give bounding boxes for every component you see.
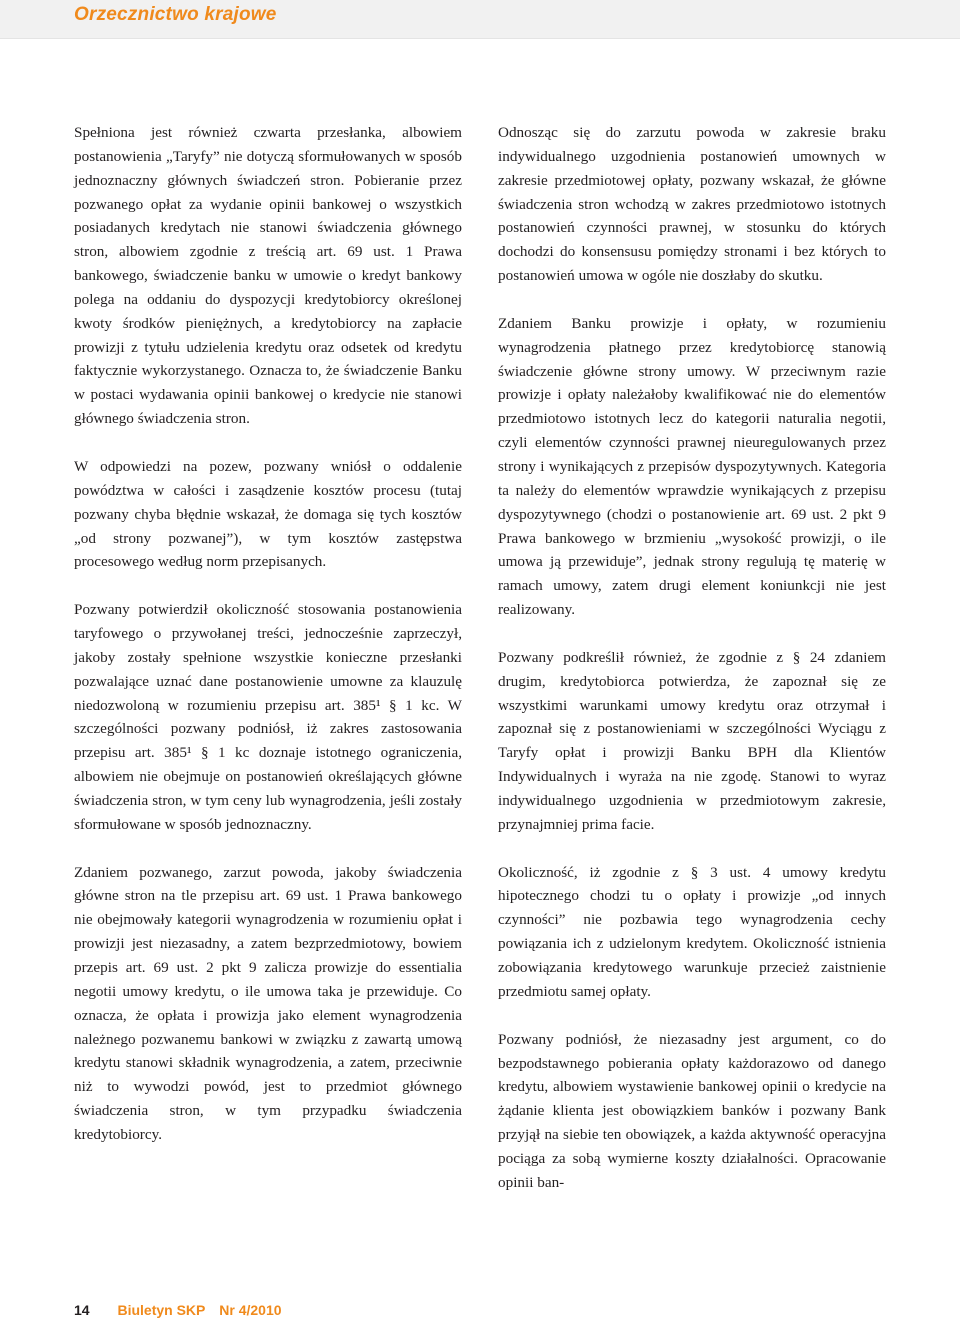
section-title: Orzecznictwo krajowe	[74, 4, 277, 25]
paragraph: Zdaniem pozwanego, zarzut powoda, jakoby świadczenia główne stron na tle przepisu art. 69 ust. 1 Prawa bankowego nie obejmowały kategorii wynagrodzenia w rozumieniu opłat i prowizji jest niezasadny, a zatem bezprzedmiotowy, bowiem przepis art. 69 ust. 2 pkt 9 zalicza prowizje do essentialia negotii umowy kredytu, o ile umowa taka je przewiduje. Co oznacza, że opłata i prowizja jako element wynagrodzenia należnego pozwanemu bankowi w związku z zawartą umową kredytu stanowi składnik wynagrodzenia, a zatem, przeciwnie niż to wywodzi powód, jest to przedmiot głównego świadczenia stron, w tym przypadku świadczenia kredytobiorcy.	[74, 863, 462, 1143]
page-footer	[74, 1302, 282, 1318]
paragraph: Pozwany podkreślił również, że zgodnie z § 24 zdaniem drugim, kredytobiorca potwierdza, że zapoznał się ze wszystkimi warunkami umowy kredytu oraz otrzymał i zapoznał się z postanowieniami w szczególności Wyciągu z Taryfy opłat i prowizji Banku BPH dla Klientów Indywidualnych i wyraża na nie zgodę. Stanowi to wyraz indywidualnego uzgodnienia w przedmiotowym zakresie, przynajmniej prima facie.	[498, 648, 886, 833]
paragraph: Okoliczność, iż zgodnie z § 3 ust. 4 umowy kredytu hipotecznego chodzi tu o opłaty i prowizje „od innych czynności” nie pozbawia tego wynagrodzenia cechy powiązania ich z udzielonym kredytem. Okoliczność istnienia zobowiązania kredytowego warunkuje przecież zaistnienie przedmiotu samej opłaty.	[498, 863, 886, 1000]
paragraph: Pozwany podniósł, że niezasadny jest argument, co do bezpodstawnego pobierania opłaty każdorazowo od danego kredytu, albowiem wystawienie bankowej opinii o kredycie na żądanie klienta jest obowiązkiem banków i pozwany Bank przyjął na siebie ten obowiązek, a każda aktywność operacyjna pociąga za sobą wymierne koszty działalności. Opracowanie opinii ban-	[498, 1030, 886, 1191]
issue-number: Nr 4/2010	[219, 1302, 282, 1318]
journal-name: Biuletyn SKP	[117, 1302, 206, 1318]
paragraph: Pozwany potwierdził okoliczność stosowania postanowienia taryfowego o przywołanej treści, jednocześnie zaprzeczył, jakoby zostały spełnione wszystkie konieczne przesłanki pozwalające uznać dane postanowienie umowne za klauzulę niedozwoloną w rozumieniu przepisu art. 385¹ § 1 kc. W szczególności pozwany podniósł, iż zakres zastosowania przepisu art. 385¹ § 1 kc doznaje istotnego ograniczenia, albowiem nie obejmuje on postanowień określających główne świadczenia stron, w tym ceny lub wynagrodzenia, jeśli zostały sformułowane w sposób jednoznaczny.	[74, 601, 462, 833]
page-number: 14	[74, 1302, 90, 1318]
left-column	[74, 121, 462, 1171]
paragraph: W odpowiedzi na pozew, pozwany wniósł o oddalenie powództwa w całości i zasądzenie kosztów procesu (tutaj pozwany chyba błędnie wskazał, że domaga się tych kosztów „od strony pozwanej”), w tym kosztów zastępstwa procesowego według norm przepisanych.	[74, 457, 462, 571]
paragraph: Zdaniem Banku prowizje i opłaty, w rozumieniu wynagrodzenia płatnego przez kredytobiorcę stanowią świadczenie główne strony umowy. W przeciwnym razie prowizje i opłaty należałoby kwalifikować nie do elementów przedmiotowo istotnych lecz do kategorii naturalia negotii, czyli elementów czynności prawnej nieuregulowanych przez strony i wynikających z przepisów dyspozytywnych. Kategoria ta należy do elementów wprawdzie wynikających z przepisu dyspozytywnego (chodzi o postanowienie art. 69 ust. 2 pkt 9 Prawa bankowego w brzmieniu „wysokość prowizji, o ile umowa ją przewiduje”, jednak strony regulują tę materię w ramach umowy, zatem drugi element koniunkcji nie jest realizowany.	[498, 314, 886, 619]
paragraph: Odnosząc się do zarzutu powoda w zakresie braku indywidualnego uzgodnienia postanowień umownych w zakresie przedmiotowej opłaty, pozwany wskazał, że główne świadczenia stron wchodzą w zakres przedmiotowo istotnych postanowień czynności prawnej, w stosunku do których dochodzi do konsensusu pomiędzy stronami i bez których to postanowień umowa w ogóle nie doszłaby do skutku.	[498, 124, 886, 285]
right-column	[498, 121, 886, 1219]
page-header	[0, 0, 960, 39]
paragraph: Spełniona jest również czwarta przesłanka, albowiem postanowienia „Taryfy” nie dotyczą sformułowanych w sposób jednoznaczny głównych świadczeń stron. Pobieranie przez pozwanego opłat za wydanie opinii bankowej o wszystkich posiadanych kredytach nie stanowi świadczenia głównego stron, albowiem zgodnie z treścią art. 69 ust. 1 Prawa bankowego, świadczenie banku w umowie o kredyt bankowy polega na oddaniu do dyspozycji kredytobiorcy określonej kwoty środków pieniężnych, a kredytobiorcy na zapłacie prowizji z tytułu udzielenia kredytu oraz odsetek od kredytu faktycznie wykorzystanego. Oznacza to, że świadczenie Banku w postaci wydawania opinii bankowej o kredycie nie stanowi głównego świadczenia stron.	[74, 124, 462, 428]
